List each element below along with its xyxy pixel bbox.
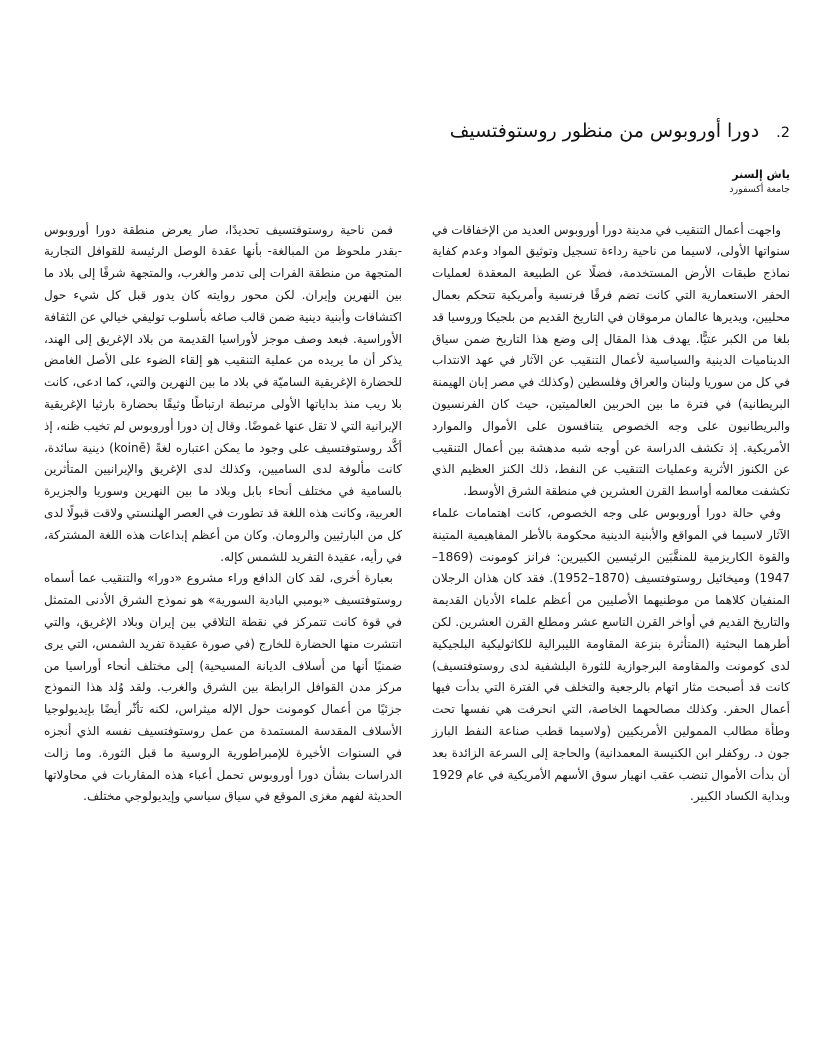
page-title: دورا أوروبوس من منظور روستوفتسيف [449, 120, 760, 142]
body-paragraph: وفي حالة دورا أوروبوس على وجه الخصوص، كانت اهتمامات علماء الآثار لاسيما في المواقع والأبنية الدينية محكومة بالأطر المفاهيمية المتينة والقوة الكاريزمية للمنقَّبَين الرئيسين الكبيرين: فرانز كومونت (1869–1947) وميخائيل روستوفتسيف (1870–1952). فقد كان هذان الرجلان المنفيان كلاهما من موطنيهما الأصليين من أعظم علماء الأديان القديمة والتاريخ القديم في أواخر القرن التاسع عشر ومطلع القرن العشرين. لكن أطرهما البحثية (المتأثرة بنزعة المقاومة الليبرالية للكاثوليكية البلجيكية لدى كومونت والمقاومة البرجوازية للثورة البلشفية لدى روستوفتسيف) كانت قد أصبحت مثار اتهام بالرجعية والتخلف في الفترة التي بدأت فيها أعمال الحفر. وكذلك مصالحهما الخاصة، التي انحرفت هي نفسها تحت وطأة مطالب الممولين الأمريكيين (ولاسيما قطب صناعة النفط البارز جون د. روكفلر ابن الكنيسة المعمدانية) والحاجة إلى السرعة الزائدة بعد أن بدأت الأموال تنضب عقب انهيار سوق الأسهم الأمريكية في عام 1929 وبداية الكساد الكبير. [432, 506, 790, 804]
column-first [432, 220, 790, 809]
chapter-number: 2. [776, 125, 790, 141]
body-paragraph: واجهت أعمال التنقيب في مدينة دورا أوروبوس العديد من الإخفاقات في سنواتها الأولى، لاسيما من ناحية رداءة تسجيل وتوثيق المواد وعدم كفاية نماذج طبقات الأرض المستخدمة، فضلًا عن الطبيعة المعقدة لعمليات الحفر الاستعمارية التي كانت تضم فرقًا فرنسية وأمريكية تتحكم بعمال محليين، ويديرها عالمان مرموقان في التاريخ القديم من بلجيكا وروسيا قد بلغا من الكبر عتيًّا. يهدف هذا المقال إلى وضع هذا التاريخ ضمن سياق الديناميات الدينية والسياسية لأعمال التنقيب عن الآثار في عهد الانتداب في كل من سوريا ولبنان والعراق وفلسطين (وكذلك في مصر إبان الهيمنة البريطانية) في فترة ما بين الحربين العالميتين، حيث كان الفرنسيون والبريطانيون على وجه الخصوص يتنافسون على الأموال والموارد الأمريكية. إذ تكشف الدراسة عن أوجه شبه مدهشة بين أعمال التنقيب عن الكنوز الأثرية وعمليات التنقيب عن النفط، ذلك الكنز العظيم الذي تكشفت معالمه أواسط القرن العشرين في منطقة الشرق الأوسط. [432, 222, 790, 499]
author-block [44, 168, 790, 197]
author-name: ياش إلسنر [732, 168, 790, 181]
author-affiliation: جامعة أكسفورد [729, 183, 790, 195]
chapter-heading [44, 120, 790, 142]
column-second [44, 220, 402, 809]
two-column-body [44, 220, 790, 809]
body-paragraph: فمن ناحية روستوفتسيف تحديدًا، صار يعرض منطقة دورا أوروبوس -بقدر ملحوظ من المبالغة- بأنها عقدة الوصل الرئيسة للقوافل التجارية المتجهة من منطقة الفرات إلى تدمر والغرب، والمتجهة شرقًا إلى بلاد ما بين النهرين وإيران. لكن محور روايته كان يدور قبل كل شيء حول اكتشافات وأبنية دينية ضمن قالب صاغه بأسلوب توليفي خيالي عن الثقافة الأوراسية. فبعد وصف موجز لأوراسيا القديمة من بلاد الإغريق إلى الهند، يذكر أن ما يريده من عملية التنقيب هو إلقاء الضوء على الأصل الغامض للحضارة الإغريقية الساميّة في بلاد ما بين النهرين والتي، كما ادعى، كانت بلا ريب منذ بداياتها الأولى مرتبطة ارتباطًا وثيقًا بحضارة بارثيا الإغريقية الإيرانية التي لا تقل عنها غموضًا. وقال إن دورا أوروبوس لم تخيب ظنه، إذ أكَّد روستوفتسيف على وجود ما يمكن اعتباره لغةً (koinē) دينية سائدة، كانت مألوفة لدى الساميين، وكذلك لدى الإغريق والإيرانيين المتأثرين بالسامية في مختلف أنحاء بابل وبلاد ما بين النهرين وسوريا والجزيرة العربية، وكانت هذه اللغة قد تطورت في العصر الهلنستي ولاقت قبولًا لدى كل من البارثيين والرومان. وكان من أعظم إبداعات هذه اللغة المشتركة، في رأيه، عقيدة التفريد للشمس كإله. [44, 222, 402, 564]
body-paragraph: بعبارة أخرى، لقد كان الدافع وراء مشروع «دورا» والتنقيب عما أسماه روستوفتسيف «بومبي البادية السورية» هو نموذج الشرق الأدنى المتمثل في قوة كانت تتمركز في نقطة التلاقي بين إيران وبلاد الإغريق، والتي انتشرت منها الحضارة للخارج (في صورة عقيدة تفريد الشمس، التي يرى ضمنيًا أنها من أسلاف الديانة المسيحية) إلى مختلف أنحاء أوراسيا من مركز مدن القوافل الرابطة بين الشرق والغرب. ولقد وُلد هذا النموذج جزئيًا من أعمال كومونت حول الإله ميثراس، لكنه تأثّر أيضًا بإيديولوجيا الأسلاف المقدسة المستمدة من عمل روستوفتسيف نفسه الذي أنجزه في السنوات الأخيرة للإمبراطورية الروسية ما قبل الثورة. وما زالت الدراسات بشأن دورا أوروبوس تحمل أعباء هذه المقاربات في محاولاتها الحديثة لفهم مغزى الموقع في سياق سياسي وإيديولوجي مختلف. [44, 571, 402, 804]
